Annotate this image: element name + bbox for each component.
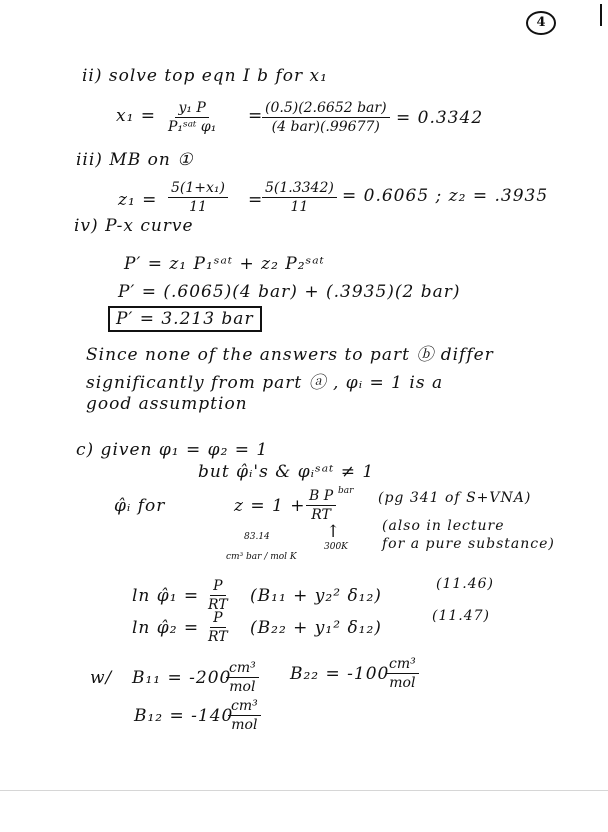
- part-iii-result: = 0.6065 ; z₂ = .3935: [342, 186, 549, 206]
- part-iii-fraction-1: [168, 180, 228, 215]
- part-iv-heading: iv) P-x curve: [74, 216, 194, 236]
- part-c-temperature-note: 300K: [324, 542, 348, 552]
- part-iii-z1-lhs: z₁ =: [118, 190, 158, 210]
- part-c-with-label: w/: [90, 668, 113, 688]
- part-c-z-fraction: [306, 488, 336, 523]
- part-ii-x1-lhs: x₁ =: [116, 106, 157, 126]
- part-c-reference-note: (pg 341 of S+VNA): [378, 490, 532, 506]
- part-c-b22-unit-den: mol: [389, 675, 416, 691]
- part-c-eq-ref-1147: (11.47): [432, 608, 491, 624]
- part-c-ln2-frac-numerator: P: [210, 610, 225, 628]
- part-iii-frac1-denominator: 11: [189, 199, 207, 215]
- part-c-eq-ref-1146: (11.46): [436, 576, 495, 592]
- part-ii-heading: ii) solve top eqn I b for x₁: [82, 66, 328, 86]
- part-c-given-line: c) given φ₁ = φ₂ = 1: [76, 440, 269, 460]
- part-iv-conclusion-line-3: good assumption: [86, 394, 248, 414]
- part-ii-frac1-numerator: y₁ P: [175, 100, 208, 118]
- part-c-b11-value: B₁₁ = -200: [132, 668, 232, 688]
- part-c-ln-phi1-lhs: ln φ̂₁ =: [132, 586, 200, 606]
- part-iv-conclusion-line-1: Since none of the answers to part ⓑ differ: [86, 345, 494, 365]
- part-c-lecture-note-2: for a pure substance): [382, 536, 555, 552]
- part-ii-fraction-2: [262, 100, 390, 135]
- part-ii-result: = 0.3342: [396, 108, 484, 128]
- part-c-b11-unit-den: mol: [229, 679, 256, 695]
- part-ii-fraction-1: [168, 100, 216, 135]
- part-iv-boxed-answer: P′ = 3.213 bar: [108, 306, 262, 332]
- part-c-b12-value: B₁₂ = -140: [134, 706, 234, 726]
- part-ii-frac2-numerator: (0.5)(2.6652 bar): [262, 100, 390, 118]
- part-c-b22-unit: [386, 656, 419, 691]
- part-c-b12-unit-den: mol: [231, 717, 258, 733]
- part-c-ln1-frac-denominator: RT: [208, 597, 228, 613]
- part-iii-fraction-2: [262, 180, 337, 215]
- part-c-r-units: cm³ bar / mol K: [226, 552, 297, 562]
- part-c-ln-phi1-rhs: (B₁₁ + y₂² δ₁₂): [250, 586, 382, 606]
- part-c-b11-unit-num: cm³: [226, 660, 259, 678]
- part-c-ln-phi1-fraction: [208, 578, 228, 613]
- page-number-circle: 4: [526, 11, 556, 35]
- part-c-but-line: but φ̂ᵢ's & φᵢˢᵃᵗ ≠ 1: [198, 462, 375, 482]
- part-iii-heading: iii) MB on ①: [76, 150, 194, 170]
- part-iii-frac2-denominator: 11: [290, 199, 309, 215]
- part-ii-equals: =: [248, 106, 264, 126]
- part-c-ln1-frac-numerator: P: [210, 578, 225, 596]
- part-c-bar-superscript: bar: [338, 486, 354, 496]
- part-c-b12-unit: [228, 698, 261, 733]
- part-ii-frac2-denominator: (4 bar)(.99677): [271, 119, 380, 135]
- part-iv-conclusion-line-2: significantly from part ⓐ , φᵢ = 1 is a: [86, 373, 444, 393]
- part-c-r-value: 83.14: [244, 532, 270, 542]
- part-iii-frac2-numerator: 5(1.3342): [262, 180, 337, 198]
- part-c-z-frac-denominator: RT: [311, 507, 331, 523]
- part-c-ln-phi2-lhs: ln φ̂₂ =: [132, 618, 200, 638]
- part-c-z-frac-numerator: B P: [306, 488, 336, 506]
- part-ii-frac1-denominator: P₁ˢᵃᵗ φ₁: [168, 119, 217, 135]
- part-c-phi-hat-label: φ̂ᵢ for: [114, 496, 166, 516]
- part-c-b12-unit-num: cm³: [228, 698, 261, 716]
- part-iv-equation-1: P′ = z₁ P₁ˢᵃᵗ + z₂ P₂ˢᵃᵗ: [124, 254, 325, 274]
- part-c-ln2-frac-denominator: RT: [208, 629, 228, 645]
- part-iii-equals: =: [248, 190, 264, 210]
- part-iii-frac1-numerator: 5(1+x₁): [168, 180, 228, 198]
- part-c-ln-phi2-fraction: [208, 610, 228, 645]
- part-c-b22-value: B₂₂ = -100: [290, 664, 390, 684]
- part-c-b22-unit-num: cm³: [386, 656, 419, 674]
- part-c-lecture-note-1: (also in lecture: [382, 518, 505, 534]
- part-c-z-lhs: z = 1 +: [234, 496, 306, 516]
- part-iv-equation-2: P′ = (.6065)(4 bar) + (.3935)(2 bar): [118, 282, 461, 302]
- page-edge-mark: [600, 4, 602, 26]
- part-c-b11-unit: [226, 660, 259, 695]
- part-c-ln-phi2-rhs: (B₂₂ + y₁² δ₁₂): [250, 618, 382, 638]
- part-c-arrow-icon: ↑: [326, 522, 342, 542]
- page-bottom-edge: [0, 790, 608, 791]
